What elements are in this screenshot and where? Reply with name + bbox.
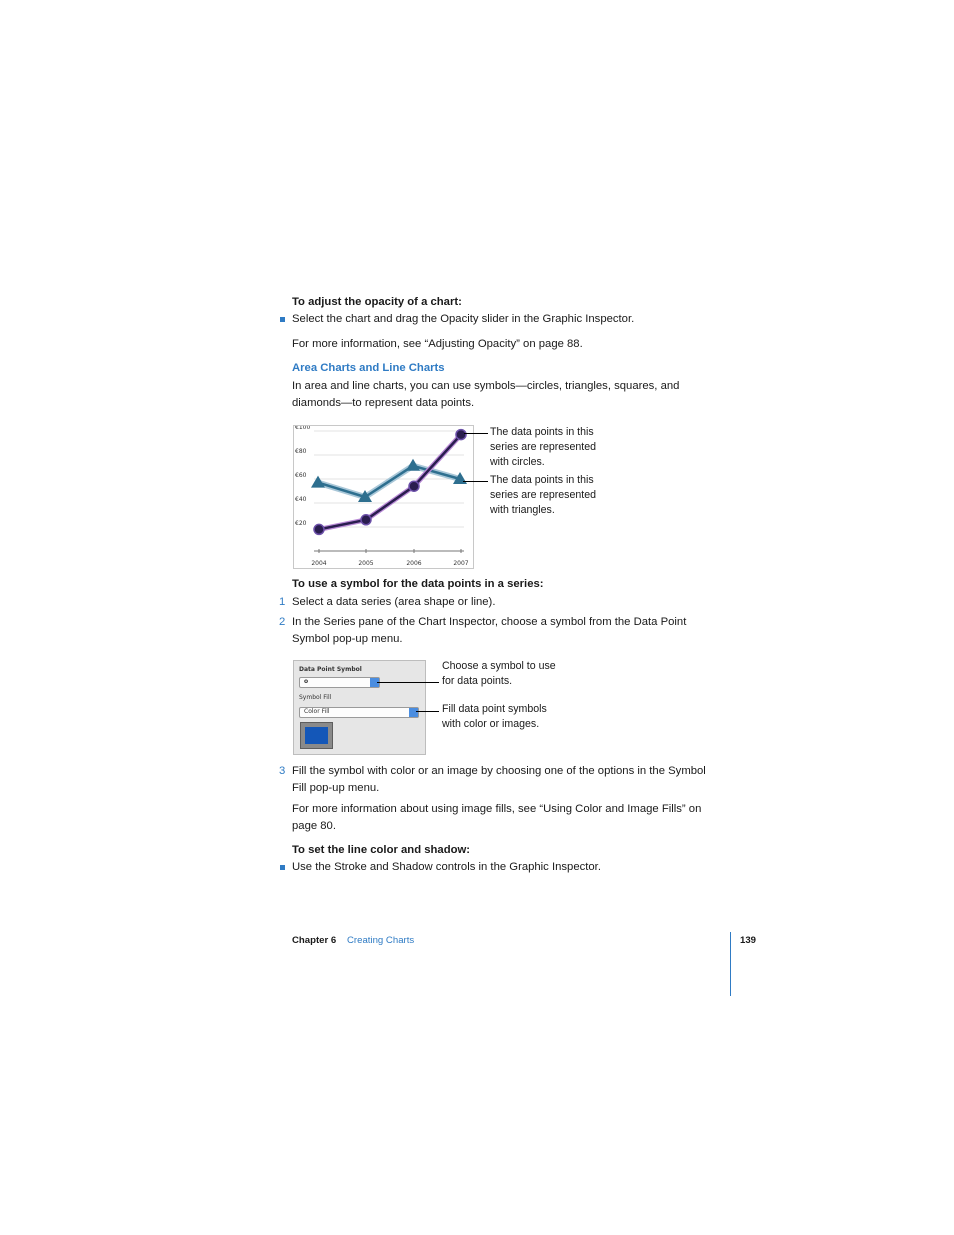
callout-triangles-line-1: The data points in this [490, 474, 594, 486]
step-1-number: 1 [279, 596, 286, 608]
line-chart-figure [293, 425, 474, 569]
callout-circles [490, 425, 596, 470]
footer-chapter: Chapter 6 [292, 935, 337, 946]
step-2-line-1: In the Series pane of the Chart Inspector, choose a symbol from the Data Point [292, 616, 687, 628]
callout-line-circles [464, 433, 488, 434]
footer-divider [730, 932, 731, 996]
callout-circles-line-3: with circles. [490, 456, 545, 468]
bullet-marker [280, 317, 285, 322]
symbol-fill-label: Symbol Fill [299, 694, 332, 701]
step-2-number: 2 [279, 616, 286, 628]
callout-symbol [442, 659, 556, 689]
x-tick-label: 2007 [453, 560, 469, 567]
opacity-heading: To adjust the opacity of a chart: [292, 296, 462, 308]
y-tick-label: €20 [295, 520, 307, 527]
footer-chapter-title: Creating Charts [347, 935, 415, 946]
callout-triangles-line-2: series are represented [490, 489, 596, 501]
x-tick-label: 2006 [406, 560, 422, 567]
circle-point [361, 515, 371, 525]
callout-fill-line-2: with color or images. [442, 718, 540, 730]
color-swatch [305, 727, 328, 744]
x-tick-label: 2005 [358, 560, 374, 567]
callout-symbol-line-2: for data points. [442, 675, 513, 687]
opacity-bullet-text: Select the chart and drag the Opacity slider in the Graphic Inspector. [292, 313, 635, 325]
callout-fill-line-1: Fill data point symbols [442, 703, 547, 715]
y-tick-label: €100 [295, 426, 311, 431]
y-tick-label: €80 [295, 448, 307, 455]
bullet-marker [280, 865, 285, 870]
y-tick-label: €40 [295, 496, 307, 503]
circle-point [409, 481, 419, 491]
step-3-number: 3 [279, 765, 286, 777]
area-line-charts-title: Area Charts and Line Charts [292, 362, 445, 374]
step-3-line-2: Fill pop-up menu. [292, 782, 380, 794]
symbol-heading: To use a symbol for the data points in a series: [292, 578, 544, 590]
fill-value: Color Fill [304, 708, 330, 715]
data-point-symbol-label: Data Point Symbol [299, 666, 362, 673]
callout-line-fill [416, 711, 439, 712]
intro-line-2: diamonds—to represent data points. [292, 397, 475, 409]
y-tick-label: €60 [295, 472, 307, 479]
line-color-heading: To set the line color and shadow: [292, 844, 471, 856]
page-number: 139 [740, 935, 757, 946]
color-well[interactable] [300, 722, 333, 749]
callout-triangles-line-3: with triangles. [490, 504, 555, 516]
step-3-line-1: Fill the symbol with color or an image by choosing one of the options in the Symbol [292, 765, 706, 777]
step-2-line-2: Symbol pop-up menu. [292, 633, 403, 645]
circle-point [314, 524, 324, 534]
callout-symbol-line-1: Choose a symbol to use [442, 660, 556, 672]
step-1-text: Select a data series (area shape or line). [292, 596, 496, 608]
callout-circles-line-1: The data points in this [490, 426, 594, 438]
callout-line-triangles [463, 481, 488, 482]
opacity-note: For more information, see “Adjusting Opacity” on page 88. [292, 338, 583, 350]
image-fills-note-line-2: page 80. [292, 820, 336, 832]
inspector-panel [293, 660, 426, 755]
callout-fill [442, 702, 547, 732]
popup-arrows-icon [409, 708, 418, 717]
symbol-value: o [304, 678, 309, 685]
circle-point [456, 430, 466, 440]
intro-line-1: In area and line charts, you can use symbols—circles, triangles, squares, and [292, 380, 680, 392]
callout-circles-line-2: series are represented [490, 441, 596, 453]
line-chart [294, 426, 473, 568]
callout-triangles [490, 473, 596, 518]
callout-line-symbol [377, 682, 439, 683]
line-color-bullet-text: Use the Stroke and Shadow controls in the Graphic Inspector. [292, 861, 601, 873]
image-fills-note-line-1: For more information about using image fills, see “Using Color and Image Fills” on [292, 803, 702, 815]
data-point-symbol-popup[interactable] [299, 677, 380, 688]
x-tick-label: 2004 [311, 560, 327, 567]
symbol-fill-popup[interactable] [299, 707, 419, 718]
